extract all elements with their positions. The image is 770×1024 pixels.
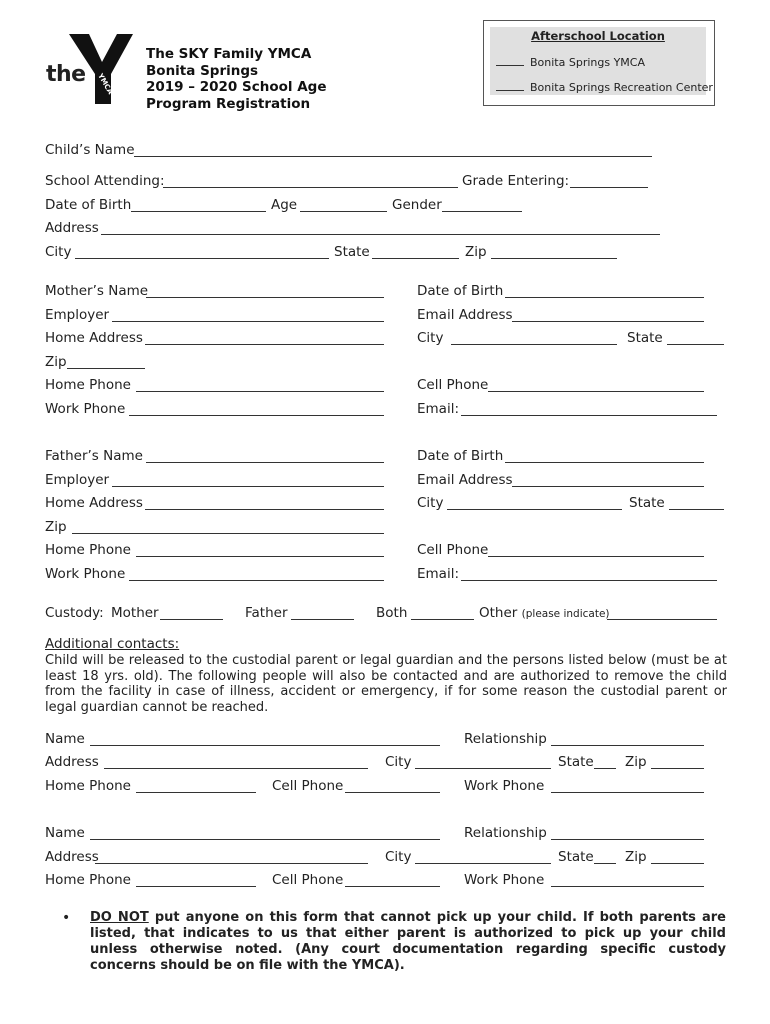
contact1-zip-field[interactable] xyxy=(651,754,704,769)
contact2-cell-phone-label: Cell Phone xyxy=(272,872,344,888)
title-line-2: Bonita Springs xyxy=(146,62,259,79)
contact2-name-field[interactable] xyxy=(90,825,440,840)
child-address-field[interactable] xyxy=(101,220,660,235)
location-option-ymca[interactable] xyxy=(496,55,645,69)
contact1-state-label: State xyxy=(558,754,594,770)
contact1-relationship-label: Relationship xyxy=(464,731,547,747)
location-checkbox-blank[interactable] xyxy=(496,55,524,66)
contact1-home-phone-label: Home Phone xyxy=(45,778,131,794)
contact2-city-field[interactable] xyxy=(415,849,551,864)
contacts-description: Child will be released to the custodial parent or legal guardian and the persons listed below (must be at least 18 yrs. old). The following people will also be contacted and are authorized to remove the child from the facility in case of illness, accident or emergency, if for some reason the custodial parent or legal guardian cannot be reached. xyxy=(45,653,727,715)
father-city-label: City xyxy=(417,495,444,511)
contact2-relationship-label: Relationship xyxy=(464,825,547,841)
mother-cell-phone-field[interactable] xyxy=(488,377,704,392)
age-label: Age xyxy=(271,197,298,213)
father-cell-phone-label: Cell Phone xyxy=(417,542,489,558)
father-zip-label: Zip xyxy=(45,519,67,535)
gender-label: Gender xyxy=(392,197,442,213)
father-state-field[interactable] xyxy=(669,495,724,510)
contact2-state-field[interactable] xyxy=(594,849,616,864)
title-line-1: The SKY Family YMCA xyxy=(146,46,312,62)
mother-state-field[interactable] xyxy=(667,330,724,345)
contact1-city-label: City xyxy=(385,754,412,770)
child-state-label: State xyxy=(334,244,370,260)
location-checkbox-blank[interactable] xyxy=(496,80,524,91)
father-home-address-label: Home Address xyxy=(45,495,143,511)
mother-name-field[interactable] xyxy=(146,283,384,298)
custody-mother-field[interactable] xyxy=(160,605,223,620)
mother-home-phone-label: Home Phone xyxy=(45,377,131,393)
contact2-zip-field[interactable] xyxy=(651,849,704,864)
father-name-field[interactable] xyxy=(146,448,384,463)
child-address-label: Address xyxy=(45,220,99,236)
father-email-address-field[interactable] xyxy=(512,472,704,487)
mother-work-phone-label: Work Phone xyxy=(45,401,126,417)
grade-field[interactable] xyxy=(570,173,648,188)
father-work-phone-field[interactable] xyxy=(129,566,384,581)
child-dob-field[interactable] xyxy=(131,197,266,212)
contacts-heading: Additional contacts: xyxy=(45,636,180,652)
logo-text: the xyxy=(46,62,86,87)
father-employer-field[interactable] xyxy=(112,472,384,487)
contact1-address-label: Address xyxy=(45,754,99,770)
custody-father-label: Father xyxy=(245,605,288,621)
father-email-address-label: Email Address xyxy=(417,472,513,488)
contact2-state-label: State xyxy=(558,849,594,865)
mother-email-address-label: Email Address xyxy=(417,307,513,323)
contact1-state-field[interactable] xyxy=(594,754,616,769)
mother-state-label: State xyxy=(627,330,663,346)
mother-cell-phone-label: Cell Phone xyxy=(417,377,489,393)
title-line-3: 2019 – 2020 School Age xyxy=(146,79,327,95)
title-line-4: Program Registration xyxy=(146,95,311,112)
school-label: School Attending: xyxy=(45,173,165,189)
mother-email-label: Email: xyxy=(417,401,460,417)
mother-dob-field[interactable] xyxy=(505,283,704,298)
age-field[interactable] xyxy=(300,197,387,212)
note-text: put anyone on this form that cannot pick up your child. If both parents are listed, that indicates to us that either parent is authorized to pick up your child unless otherwise noted. (Any court documentation regarding specific custody concerns should be on file with the YMCA). xyxy=(90,910,727,973)
contact2-home-phone-label: Home Phone xyxy=(45,872,131,888)
contact2-home-phone-field[interactable] xyxy=(136,872,256,887)
father-state-label: State xyxy=(629,495,665,511)
mother-name-label: Mother’s Name xyxy=(45,283,149,299)
father-dob-field[interactable] xyxy=(505,448,704,463)
custody-other-field[interactable] xyxy=(607,605,717,620)
location-option-label: Bonita Springs Recreation Center xyxy=(530,81,713,94)
custody-both-label: Both xyxy=(376,605,408,621)
contact1-cell-phone-label: Cell Phone xyxy=(272,778,344,794)
mother-zip-field[interactable] xyxy=(67,354,145,369)
location-option-rec-center[interactable] xyxy=(496,80,713,94)
father-home-address-field[interactable] xyxy=(145,495,384,510)
bullet-icon: • xyxy=(62,910,71,926)
child-city-label: City xyxy=(45,244,72,260)
mother-home-phone-field[interactable] xyxy=(136,377,384,392)
father-email-field[interactable] xyxy=(461,566,717,581)
mother-zip-label: Zip xyxy=(45,354,67,370)
pickup-note xyxy=(90,910,726,974)
contact2-name-label: Name xyxy=(45,825,85,841)
contact1-work-phone-label: Work Phone xyxy=(464,778,545,794)
mother-employer-label: Employer xyxy=(45,307,110,323)
child-zip-field[interactable] xyxy=(491,244,617,259)
father-cell-phone-field[interactable] xyxy=(488,542,704,557)
location-panel xyxy=(490,27,713,95)
mother-city-field[interactable] xyxy=(451,330,617,345)
mother-city-label: City xyxy=(417,330,444,346)
father-work-phone-label: Work Phone xyxy=(45,566,126,582)
father-email-label: Email: xyxy=(417,566,460,582)
contact2-relationship-field[interactable] xyxy=(551,825,704,840)
child-city-field[interactable] xyxy=(75,244,329,259)
father-home-phone-label: Home Phone xyxy=(45,542,131,558)
custody-label: Custody: xyxy=(45,605,104,621)
custody-other-label: Other (please indicate) xyxy=(479,605,610,621)
grade-label: Grade Entering: xyxy=(462,173,570,189)
custody-both-field[interactable] xyxy=(411,605,474,620)
contact2-work-phone-field[interactable] xyxy=(551,872,704,887)
school-field[interactable] xyxy=(163,173,458,188)
contact2-city-label: City xyxy=(385,849,412,865)
contact1-work-phone-field[interactable] xyxy=(551,778,704,793)
child-name-label: Child’s Name xyxy=(45,142,135,158)
child-dob-label: Date of Birth xyxy=(45,197,132,213)
child-zip-label: Zip xyxy=(465,244,487,260)
contact2-cell-phone-field[interactable] xyxy=(345,872,440,887)
contact1-zip-label: Zip xyxy=(625,754,647,770)
contact2-zip-label: Zip xyxy=(625,849,647,865)
mother-employer-field[interactable] xyxy=(112,307,384,322)
mother-dob-label: Date of Birth xyxy=(417,283,504,299)
father-zip-field[interactable] xyxy=(72,519,384,534)
contact1-relationship-field[interactable] xyxy=(551,731,704,746)
contact2-address-label: Address xyxy=(45,849,99,865)
y-logo-icon xyxy=(67,32,137,104)
contact1-city-field[interactable] xyxy=(415,754,551,769)
contact1-name-label: Name xyxy=(45,731,85,747)
ymca-logo xyxy=(40,28,140,108)
contact1-address-field[interactable] xyxy=(104,754,368,769)
father-city-field[interactable] xyxy=(447,495,622,510)
custody-father-field[interactable] xyxy=(291,605,354,620)
contact2-address-field[interactable] xyxy=(95,849,368,864)
child-name-field[interactable] xyxy=(134,142,652,157)
mother-work-phone-field[interactable] xyxy=(129,401,384,416)
contact1-name-field[interactable] xyxy=(90,731,440,746)
contact2-work-phone-label: Work Phone xyxy=(464,872,545,888)
father-dob-label: Date of Birth xyxy=(417,448,504,464)
father-name-label: Father’s Name xyxy=(45,448,143,464)
father-home-phone-field[interactable] xyxy=(136,542,384,557)
contact1-home-phone-field[interactable] xyxy=(136,778,256,793)
mother-home-address-label: Home Address xyxy=(45,330,143,346)
mother-home-address-field[interactable] xyxy=(145,330,384,345)
mother-email-field[interactable] xyxy=(461,401,717,416)
note-emphasis: DO NOT xyxy=(90,910,149,925)
contact1-cell-phone-field[interactable] xyxy=(345,778,440,793)
logo-mark: YMCA xyxy=(96,72,115,96)
location-box xyxy=(483,20,715,106)
father-employer-label: Employer xyxy=(45,472,110,488)
custody-mother-label: Mother xyxy=(111,605,159,621)
location-option-label: Bonita Springs YMCA xyxy=(530,56,645,69)
location-title: Afterschool Location xyxy=(531,29,665,43)
gender-field[interactable] xyxy=(442,197,522,212)
mother-email-address-field[interactable] xyxy=(512,307,704,322)
child-state-field[interactable] xyxy=(372,244,459,259)
form-title xyxy=(146,46,326,112)
